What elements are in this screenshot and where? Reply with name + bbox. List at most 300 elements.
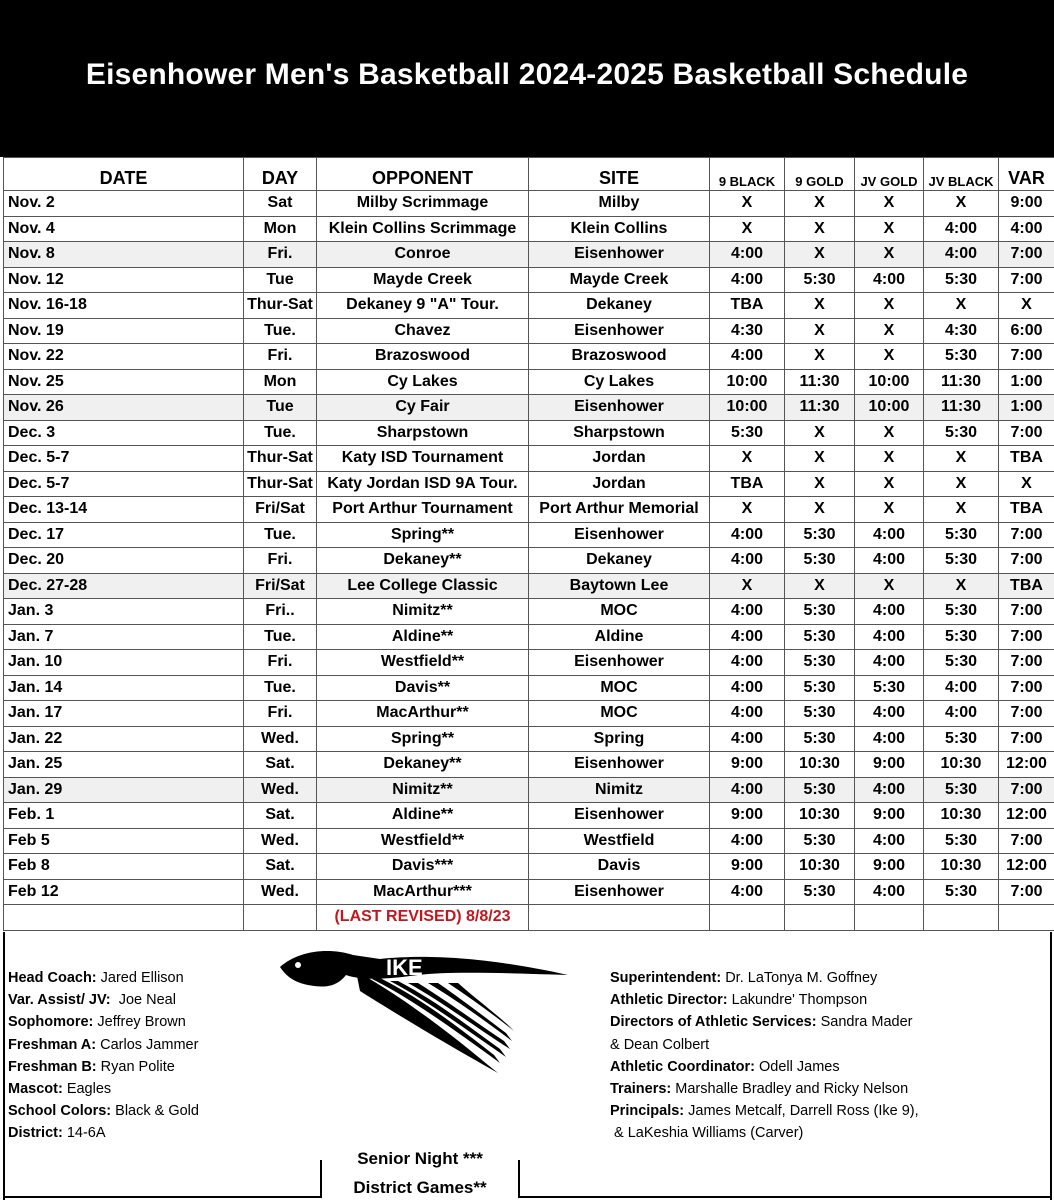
col-header-jv-gold: JV GOLD xyxy=(855,158,924,191)
staff-line xyxy=(610,1034,919,1056)
cell-jv-gold: 4:00 xyxy=(855,522,924,548)
cell-jv-gold: X xyxy=(855,573,924,599)
col-header-opponent: OPPONENT xyxy=(317,158,529,191)
cell-jv-black: X xyxy=(924,471,999,497)
cell-jv-black: X xyxy=(924,293,999,319)
cell-day: Fri. xyxy=(244,650,317,676)
cell-site: Eisenhower xyxy=(529,522,710,548)
cell-jv-gold: X xyxy=(855,446,924,472)
table-row xyxy=(4,803,1054,829)
cell-site: Eisenhower xyxy=(529,803,710,829)
cell-var: 9:00 xyxy=(999,191,1054,217)
cell-var: 7:00 xyxy=(999,701,1054,727)
cell-9-gold: 10:30 xyxy=(785,854,855,880)
staff-line xyxy=(8,967,199,989)
cell-jv-gold: X xyxy=(855,293,924,319)
cell-jv-black: 5:30 xyxy=(924,548,999,574)
cell-var: 7:00 xyxy=(999,650,1054,676)
staff-name: Ryan Polite xyxy=(97,1059,175,1075)
cell-date: Feb 12 xyxy=(4,879,244,905)
cell-jv-black: X xyxy=(924,191,999,217)
logo-text: IKE xyxy=(386,955,423,980)
cell-opponent: MacArthur** xyxy=(317,701,529,727)
cell-var: X xyxy=(999,471,1054,497)
cell-site: Jordan xyxy=(529,471,710,497)
cell-jv-gold: X xyxy=(855,344,924,370)
table-row xyxy=(4,573,1054,599)
cell-var: 7:00 xyxy=(999,420,1054,446)
cell-jv-gold: 4:00 xyxy=(855,624,924,650)
cell-day: Wed. xyxy=(244,828,317,854)
title-banner xyxy=(0,0,1054,157)
cell-9-gold: X xyxy=(785,318,855,344)
cell-date: Dec. 20 xyxy=(4,548,244,574)
cell-var: 1:00 xyxy=(999,395,1054,421)
cell-jv-gold: 4:00 xyxy=(855,726,924,752)
cell-jv-black: 10:30 xyxy=(924,803,999,829)
cell-site: Nimitz xyxy=(529,777,710,803)
cell-jv-black: 5:30 xyxy=(924,267,999,293)
cell-day: Sat. xyxy=(244,803,317,829)
cell-jv-gold: 9:00 xyxy=(855,803,924,829)
col-header-date: DATE xyxy=(4,158,244,191)
cell-site: Eisenhower xyxy=(529,318,710,344)
cell-day: Sat. xyxy=(244,854,317,880)
cell-opponent: Davis*** xyxy=(317,854,529,880)
cell-jv-black: 10:30 xyxy=(924,752,999,778)
cell-site: MOC xyxy=(529,701,710,727)
staff-line xyxy=(610,1056,919,1078)
cell-jv-black: X xyxy=(924,497,999,523)
cell-date: Jan. 14 xyxy=(4,675,244,701)
cell-date: Jan. 22 xyxy=(4,726,244,752)
cell-jv-gold: 9:00 xyxy=(855,752,924,778)
cell-date: Nov. 19 xyxy=(4,318,244,344)
col-header-site: SITE xyxy=(529,158,710,191)
table-row xyxy=(4,216,1054,242)
cell-var: 12:00 xyxy=(999,752,1054,778)
staff-line xyxy=(8,989,199,1011)
cell-day: Wed. xyxy=(244,777,317,803)
divider xyxy=(320,1160,322,1198)
cell-jv-gold: 9:00 xyxy=(855,854,924,880)
cell-opponent: Nimitz** xyxy=(317,777,529,803)
staff-line xyxy=(610,1100,919,1122)
table-row xyxy=(4,191,1054,217)
cell-jv-gold: 4:00 xyxy=(855,701,924,727)
cell-date: Nov. 16-18 xyxy=(4,293,244,319)
staff-line xyxy=(8,1078,199,1100)
cell-var: 7:00 xyxy=(999,548,1054,574)
cell-site: Aldine xyxy=(529,624,710,650)
cell-site: Mayde Creek xyxy=(529,267,710,293)
table-row xyxy=(4,318,1054,344)
cell-var: TBA xyxy=(999,446,1054,472)
cell-9-black: X xyxy=(710,573,785,599)
cell-9-gold: 5:30 xyxy=(785,879,855,905)
cell-date: Feb. 1 xyxy=(4,803,244,829)
cell-opponent: Milby Scrimmage xyxy=(317,191,529,217)
staff-name: Marshalle Bradley and Ricky Nelson xyxy=(671,1081,908,1097)
cell-date: Dec. 13-14 xyxy=(4,497,244,523)
cell-9-black: 4:00 xyxy=(710,522,785,548)
cell-9-black: X xyxy=(710,216,785,242)
cell-site: Eisenhower xyxy=(529,650,710,676)
table-row xyxy=(4,650,1054,676)
cell-var: 7:00 xyxy=(999,624,1054,650)
cell-9-black: 4:00 xyxy=(710,726,785,752)
cell-var: 7:00 xyxy=(999,344,1054,370)
senior-night-note: Senior Night *** xyxy=(322,1144,518,1173)
staff-role: Sophomore: xyxy=(8,1014,93,1030)
cell-9-black: 4:00 xyxy=(710,879,785,905)
table-row xyxy=(4,624,1054,650)
cell-date: Dec. 17 xyxy=(4,522,244,548)
cell-9-black: 10:00 xyxy=(710,395,785,421)
cell-day: Fri. xyxy=(244,344,317,370)
cell-9-black: 4:00 xyxy=(710,599,785,625)
cell-var: 7:00 xyxy=(999,675,1054,701)
cell-opponent: Dekaney** xyxy=(317,548,529,574)
staff-line xyxy=(610,967,919,989)
cell-site: Spring xyxy=(529,726,710,752)
cell-9-gold: X xyxy=(785,242,855,268)
cell-9-gold: 5:30 xyxy=(785,624,855,650)
cell-date: Feb 5 xyxy=(4,828,244,854)
staff-role: Directors of Athletic Services: xyxy=(610,1014,817,1030)
cell-day: Tue. xyxy=(244,675,317,701)
cell-jv-gold: 4:00 xyxy=(855,650,924,676)
cell-day: Wed. xyxy=(244,879,317,905)
cell-jv-black: 10:30 xyxy=(924,854,999,880)
cell-9-black: 9:00 xyxy=(710,752,785,778)
table-row xyxy=(4,293,1054,319)
table-row xyxy=(4,726,1054,752)
cell-jv-black: 5:30 xyxy=(924,624,999,650)
staff-role: Athletic Director: xyxy=(610,992,728,1008)
staff-name: Joe Neal xyxy=(111,992,176,1008)
empty-cell xyxy=(999,905,1054,931)
district-games-note: District Games** xyxy=(322,1173,518,1202)
staff-role: District: xyxy=(8,1125,63,1141)
cell-day: Tue. xyxy=(244,624,317,650)
cell-opponent: Conroe xyxy=(317,242,529,268)
cell-date: Nov. 26 xyxy=(4,395,244,421)
staff-role: Trainers: xyxy=(610,1081,671,1097)
cell-var: 1:00 xyxy=(999,369,1054,395)
cell-date: Jan. 10 xyxy=(4,650,244,676)
cell-day: Sat. xyxy=(244,752,317,778)
cell-9-black: TBA xyxy=(710,293,785,319)
cell-jv-black: 5:30 xyxy=(924,344,999,370)
cell-jv-black: 11:30 xyxy=(924,395,999,421)
empty-cell xyxy=(710,905,785,931)
cell-jv-black: 5:30 xyxy=(924,420,999,446)
cell-9-gold: X xyxy=(785,344,855,370)
cell-9-black: X xyxy=(710,446,785,472)
staff-list-left xyxy=(8,967,199,1145)
cell-day: Tue xyxy=(244,267,317,293)
cell-jv-gold: 4:00 xyxy=(855,777,924,803)
staff-role: Principals: xyxy=(610,1103,684,1119)
cell-date: Dec. 5-7 xyxy=(4,471,244,497)
divider xyxy=(3,1196,320,1198)
cell-9-gold: 11:30 xyxy=(785,369,855,395)
staff-role: Mascot: xyxy=(8,1081,63,1097)
cell-site: Dekaney xyxy=(529,548,710,574)
cell-jv-black: 5:30 xyxy=(924,726,999,752)
cell-jv-gold: 10:00 xyxy=(855,395,924,421)
staff-role: Freshman A: xyxy=(8,1037,96,1053)
cell-date: Nov. 25 xyxy=(4,369,244,395)
cell-var: X xyxy=(999,293,1054,319)
cell-opponent: Cy Lakes xyxy=(317,369,529,395)
cell-day: Tue. xyxy=(244,420,317,446)
cell-9-black: 4:00 xyxy=(710,828,785,854)
staff-name: Eagles xyxy=(63,1081,111,1097)
staff-line xyxy=(8,1034,199,1056)
cell-9-gold: X xyxy=(785,293,855,319)
cell-jv-black: 5:30 xyxy=(924,828,999,854)
cell-opponent: Spring** xyxy=(317,726,529,752)
cell-day: Thur-Sat xyxy=(244,293,317,319)
table-row xyxy=(4,242,1054,268)
empty-cell xyxy=(244,905,317,931)
staff-name: & LaKeshia Williams (Carver) xyxy=(610,1125,803,1141)
staff-role: Freshman B: xyxy=(8,1059,97,1075)
table-row xyxy=(4,267,1054,293)
cell-9-gold: 5:30 xyxy=(785,675,855,701)
cell-9-gold: 5:30 xyxy=(785,267,855,293)
cell-opponent: Klein Collins Scrimmage xyxy=(317,216,529,242)
cell-opponent: Lee College Classic xyxy=(317,573,529,599)
cell-day: Tue. xyxy=(244,522,317,548)
cell-site: MOC xyxy=(529,599,710,625)
cell-var: 7:00 xyxy=(999,879,1054,905)
col-header-9-black: 9 BLACK xyxy=(710,158,785,191)
cell-9-black: 4:00 xyxy=(710,548,785,574)
cell-opponent: Westfield** xyxy=(317,828,529,854)
cell-9-gold: X xyxy=(785,497,855,523)
cell-jv-gold: X xyxy=(855,191,924,217)
cell-day: Thur-Sat xyxy=(244,471,317,497)
cell-day: Tue xyxy=(244,395,317,421)
staff-line xyxy=(8,1122,199,1144)
cell-9-black: 5:30 xyxy=(710,420,785,446)
staff-name: Odell James xyxy=(755,1059,840,1075)
cell-9-black: 4:00 xyxy=(710,701,785,727)
cell-opponent: Brazoswood xyxy=(317,344,529,370)
cell-jv-gold: X xyxy=(855,471,924,497)
table-row xyxy=(4,497,1054,523)
staff-role: School Colors: xyxy=(8,1103,111,1119)
cell-9-gold: 5:30 xyxy=(785,599,855,625)
staff-name: James Metcalf, Darrell Ross (Ike 9), xyxy=(684,1103,918,1119)
table-row xyxy=(4,701,1054,727)
cell-9-black: 4:00 xyxy=(710,267,785,293)
staff-name: Jeffrey Brown xyxy=(93,1014,185,1030)
cell-var: 12:00 xyxy=(999,803,1054,829)
empty-cell xyxy=(529,905,710,931)
cell-day: Fri. xyxy=(244,242,317,268)
cell-opponent: Chavez xyxy=(317,318,529,344)
cell-var: 6:00 xyxy=(999,318,1054,344)
cell-site: Eisenhower xyxy=(529,395,710,421)
cell-var: TBA xyxy=(999,573,1054,599)
staff-line xyxy=(8,1011,199,1033)
staff-name: Carlos Jammer xyxy=(96,1037,198,1053)
cell-9-gold: 5:30 xyxy=(785,650,855,676)
staff-name: Sandra Mader xyxy=(817,1014,913,1030)
cell-jv-gold: 10:00 xyxy=(855,369,924,395)
cell-jv-gold: X xyxy=(855,216,924,242)
cell-9-gold: 5:30 xyxy=(785,726,855,752)
cell-opponent: Spring** xyxy=(317,522,529,548)
empty-cell xyxy=(785,905,855,931)
cell-jv-black: 4:00 xyxy=(924,216,999,242)
cell-9-black: 4:00 xyxy=(710,777,785,803)
staff-line xyxy=(610,1011,919,1033)
cell-var: 7:00 xyxy=(999,828,1054,854)
cell-date: Dec. 3 xyxy=(4,420,244,446)
empty-cell xyxy=(4,905,244,931)
cell-var: 7:00 xyxy=(999,522,1054,548)
col-header-9-gold: 9 GOLD xyxy=(785,158,855,191)
cell-date: Jan. 25 xyxy=(4,752,244,778)
divider xyxy=(520,1196,1052,1198)
staff-role: Superintendent: xyxy=(610,970,721,986)
staff-line xyxy=(8,1100,199,1122)
table-row xyxy=(4,828,1054,854)
cell-jv-gold: X xyxy=(855,318,924,344)
cell-9-black: 4:30 xyxy=(710,318,785,344)
staff-role: Athletic Coordinator: xyxy=(610,1059,755,1075)
table-row xyxy=(4,599,1054,625)
staff-line xyxy=(610,989,919,1011)
cell-jv-black: 4:00 xyxy=(924,242,999,268)
schedule-table xyxy=(3,157,1054,931)
cell-jv-gold: X xyxy=(855,497,924,523)
cell-opponent: Aldine** xyxy=(317,803,529,829)
cell-jv-black: 4:00 xyxy=(924,675,999,701)
cell-9-black: 4:00 xyxy=(710,650,785,676)
cell-jv-black: 5:30 xyxy=(924,650,999,676)
cell-9-black: 4:00 xyxy=(710,242,785,268)
cell-opponent: Katy Jordan ISD 9A Tour. xyxy=(317,471,529,497)
cell-opponent: Davis** xyxy=(317,675,529,701)
cell-date: Jan. 29 xyxy=(4,777,244,803)
cell-opponent: Westfield** xyxy=(317,650,529,676)
revised-row xyxy=(4,905,1054,931)
cell-9-black: 9:00 xyxy=(710,854,785,880)
cell-jv-gold: 4:00 xyxy=(855,879,924,905)
staff-role: Head Coach: xyxy=(8,970,97,986)
cell-opponent: Cy Fair xyxy=(317,395,529,421)
cell-day: Mon xyxy=(244,216,317,242)
cell-jv-gold: 4:00 xyxy=(855,828,924,854)
cell-9-gold: 10:30 xyxy=(785,803,855,829)
table-row xyxy=(4,752,1054,778)
staff-list-right xyxy=(610,967,919,1145)
col-header-day: DAY xyxy=(244,158,317,191)
cell-9-gold: 11:30 xyxy=(785,395,855,421)
cell-date: Nov. 4 xyxy=(4,216,244,242)
col-header-var: VAR xyxy=(999,158,1054,191)
cell-9-black: TBA xyxy=(710,471,785,497)
cell-9-black: 10:00 xyxy=(710,369,785,395)
cell-opponent: Port Arthur Tournament xyxy=(317,497,529,523)
table-row xyxy=(4,777,1054,803)
cell-jv-black: 5:30 xyxy=(924,522,999,548)
cell-opponent: MacArthur*** xyxy=(317,879,529,905)
cell-day: Fri/Sat xyxy=(244,573,317,599)
cell-opponent: Katy ISD Tournament xyxy=(317,446,529,472)
cell-date: Jan. 17 xyxy=(4,701,244,727)
table-row xyxy=(4,420,1054,446)
col-header-jv-black: JV BLACK xyxy=(924,158,999,191)
cell-9-gold: 5:30 xyxy=(785,701,855,727)
cell-jv-black: 4:00 xyxy=(924,701,999,727)
empty-cell xyxy=(924,905,999,931)
eagle-logo xyxy=(268,945,583,1080)
cell-9-gold: X xyxy=(785,471,855,497)
cell-day: Wed. xyxy=(244,726,317,752)
cell-site: Davis xyxy=(529,854,710,880)
cell-9-gold: 5:30 xyxy=(785,828,855,854)
cell-9-gold: 5:30 xyxy=(785,522,855,548)
staff-line xyxy=(8,1056,199,1078)
header-row xyxy=(4,158,1054,191)
cell-jv-gold: 5:30 xyxy=(855,675,924,701)
cell-jv-gold: 4:00 xyxy=(855,267,924,293)
cell-9-black: 4:00 xyxy=(710,675,785,701)
cell-opponent: Nimitz** xyxy=(317,599,529,625)
cell-9-black: 4:00 xyxy=(710,624,785,650)
staff-role: Var. Assist/ JV: xyxy=(8,992,111,1008)
cell-opponent: Sharpstown xyxy=(317,420,529,446)
cell-site: Sharpstown xyxy=(529,420,710,446)
empty-cell xyxy=(855,905,924,931)
cell-var: 7:00 xyxy=(999,267,1054,293)
cell-9-black: 9:00 xyxy=(710,803,785,829)
staff-name: & Dean Colbert xyxy=(610,1037,709,1053)
cell-date: Nov. 22 xyxy=(4,344,244,370)
cell-site: Brazoswood xyxy=(529,344,710,370)
divider xyxy=(518,1160,520,1198)
cell-9-gold: 5:30 xyxy=(785,548,855,574)
cell-date: Dec. 27-28 xyxy=(4,573,244,599)
staff-name: 14-6A xyxy=(63,1125,106,1141)
table-row xyxy=(4,369,1054,395)
cell-date: Jan. 3 xyxy=(4,599,244,625)
cell-site: Port Arthur Memorial xyxy=(529,497,710,523)
cell-jv-gold: 4:00 xyxy=(855,599,924,625)
staff-line xyxy=(610,1078,919,1100)
cell-var: 7:00 xyxy=(999,726,1054,752)
cell-9-black: X xyxy=(710,497,785,523)
cell-site: Cy Lakes xyxy=(529,369,710,395)
cell-jv-black: 5:30 xyxy=(924,599,999,625)
cell-date: Nov. 12 xyxy=(4,267,244,293)
cell-9-gold: 10:30 xyxy=(785,752,855,778)
cell-site: Baytown Lee xyxy=(529,573,710,599)
table-row xyxy=(4,344,1054,370)
cell-var: 7:00 xyxy=(999,242,1054,268)
cell-9-gold: X xyxy=(785,216,855,242)
cell-var: TBA xyxy=(999,497,1054,523)
cell-var: 12:00 xyxy=(999,854,1054,880)
cell-day: Mon xyxy=(244,369,317,395)
